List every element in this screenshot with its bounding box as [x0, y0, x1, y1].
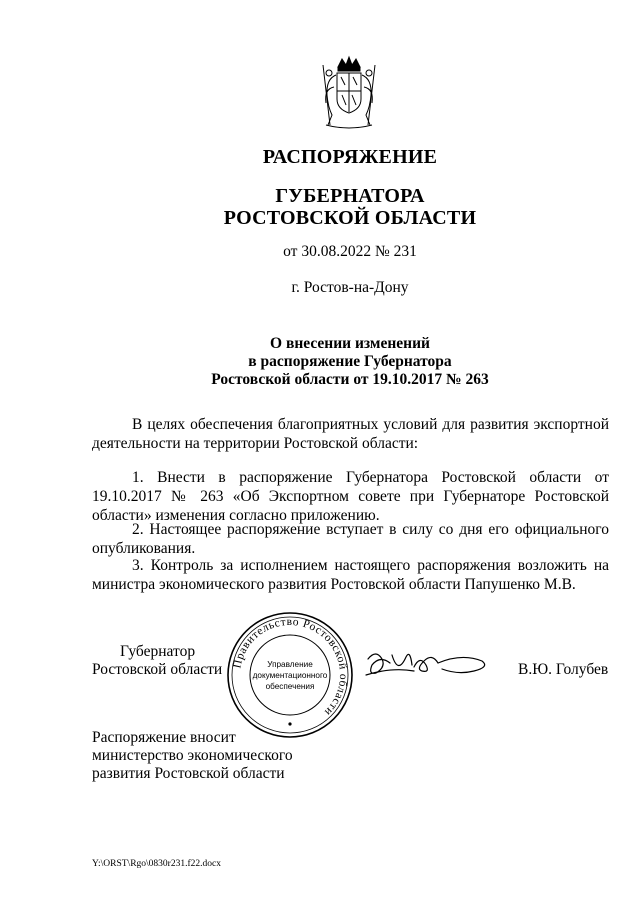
item-2-paragraph: 2. Настоящее распоряжение вступает в силу со дня его официального опубликования.	[92, 521, 609, 557]
subject-line-2: в распоряжение Губернатора	[248, 353, 452, 370]
item-1-paragraph: 1. Внести в распоряжение Губернатора Ростовской области от 19.10.2017 № 263 «Об Экспортном совете при Губернаторе Ростовской области» изменения согласно приложению.	[92, 469, 609, 524]
submitter-line-1: Распоряжение вносит	[92, 729, 236, 746]
stamp-outer-text: Правительство Ростовской области	[231, 615, 350, 719]
stamp-inner-line-2: документационного	[252, 671, 328, 680]
official-stamp	[226, 611, 354, 739]
handwritten-signature	[362, 645, 492, 685]
file-path-footer: Y:\ORST\Rgo\0830r231.f22.docx	[92, 859, 221, 869]
coat-of-arms-emblem	[318, 55, 380, 131]
subject-line-1: О внесении изменений	[270, 335, 430, 352]
submitter-line-2: министерство экономического	[92, 747, 293, 764]
signer-position-line-2: Ростовской области	[92, 661, 223, 678]
document-type-heading: РАСПОРЯЖЕНИЕ	[262, 146, 438, 168]
stamp-inner-line-1: Управление	[267, 660, 313, 669]
date-number: от 30.08.2022 № 231	[283, 243, 417, 260]
item-3-paragraph: 3. Контроль за исполнением настоящего распоряжения возложить на министра экономического развития Ростовской области Папушенко М.В.	[92, 557, 609, 593]
signer-name: В.Ю. Голубев	[518, 661, 609, 678]
subject-line-3: Ростовской области от 19.10.2017 № 263	[211, 371, 489, 388]
issuer-line-1: ГУБЕРНАТОРА	[275, 185, 425, 207]
signer-position-line-1: Губернатор	[120, 643, 196, 660]
stamp-inner-line-3: обеспечения	[265, 682, 315, 691]
submitter-line-3: развития Ростовской области	[92, 765, 285, 782]
preamble-paragraph: В целях обеспечения благоприятных условий для развития экспортной деятельности на территории Ростовской области:	[92, 416, 609, 452]
city: г. Ростов-на-Дону	[291, 279, 409, 296]
issuer-line-2: РОСТОВСКОЙ ОБЛАСТИ	[223, 207, 477, 229]
